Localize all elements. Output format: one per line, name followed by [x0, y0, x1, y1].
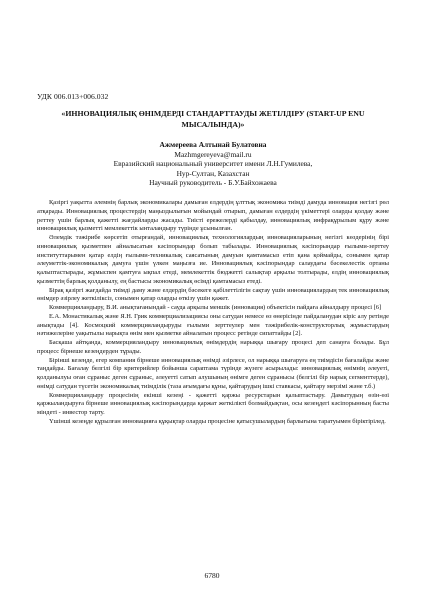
paragraph: Коммерцияландыру, В.И. анықтағанындай - сауда арқылы меншік (инновация) объектісін пайдаға айналдыру процесі [6] [49, 304, 382, 311]
author-university: Евразийский национальный университет имени Л.Н.Гумилева, [113, 159, 313, 169]
author-email: Mazhmgereyeva@mail.ru [174, 149, 252, 159]
udk-code: УДК 006.013+006.032 [37, 92, 109, 101]
article-body [37, 199, 389, 427]
author-city: Нур-Султан, Казахстан [176, 168, 250, 178]
article-title: «ИННОВАЦИЯЛЫҚ ӨНІМДЕРДІ СТАНДАРТТАУДЫ ЖЕТІЛДІРУ (START-UP ENU МЫСАЛЫНДА)» [61, 109, 365, 129]
paragraph: Коммерцияландыру процесінің екінші кезеңі - қажетті қаржы ресурстарын қалыптастыру. Дамытудың өзін-өзі қаржыландыруға бірнеше инновациялық кәсіпорындарда қаржат жеткілікті болмайдықтан, осы кезеңдегі кәсіпорынның басты міндеті - инвестор тарту. [37, 391, 389, 416]
paragraph: Бірінші кезеңде, егер компания бірнеше инновациялық өнімді әзірлесе, ол нарыққа шығаруға ең тиімдісін бағалайды және таңдайды. Бағалау белгілі бір критерийлер бойынша сараптама түрінде жүзеге асырылады: инновациялық өнімнің әлеуеті, қолданылуы оған сұраныс деген сұраныс, әлеуетті сатып алушының өнімге деген сұранысы (белгілі бір нарық сегменттерде), өнімді сатудан түсетін экономикалық тиімділік (таза ағымдағы құны, қайтарудың ішкі ставкасы, қайтару мерзімі және т.б.) [37, 356, 389, 390]
paragraph: Басқаша айтқанда, коммерцияландыру инновациялық өнімдердің нарыққа шығару процесі деп санауға болады. Бұл процесс бірнеше кезеңдерден тұрады. [37, 339, 389, 355]
paragraph: Әлемдік тәжірибе көрсетіп отырғандай, инновациялық технологиялардың инновацияларының негізгі көздерінің бірі инновациялық қызметпен айналысатын кәсіпорындар болып табылады. Инновациялық кәсіпорындар ғылыми-зерттеу институттарымен қатар елдің ғылыми-техникалық саясатының дамуын қамтамасыз етіп қана қоймайды, сонымен қатар әлеуметтік-экономикалық дамуға үшін үлкен маңызға ие. Инновациялық кәсіпорындар салаудағы бәсекелестік ортаны қалыптастырады, жұмыспен қамтуға ықпал етеді, мемлекеттік бюджетті салықтар арқылы толтырады, елдің инновациялық қызметтің барлық қолданылу, ең бастысы экономикалық өсімді қамтамасыз етеді. [37, 234, 389, 285]
page-number: 6780 [204, 571, 220, 580]
paragraph: Үшінші кезеңде құрылған инновацияға құқықтар оларды процесіне қатысушылардың барлығына таратуымен біріктірілед. [49, 417, 386, 425]
paragraph: Қазіргі уақытта әлемнің барлық экономикалары дамыған елдердің ұлттық экономика тиімді дамуда инновация негізгі рөл атқарады. Инновациялық процестердің маңыздылығын мойындай отырып, дамыған елдердің үкіметтері оларды қолдау және реттеу үшін барлық қажетті жағдайларды жасады. Тиісті ережелерді қабылдау, инновациялық инфрақұрылым құру және инновациялық қызметті мемлекеттік ынталандыру түрінде ұсынылған. [37, 199, 389, 233]
paragraph: Е.А. Монастикалық және Я.Н. Грик коммерциализациясы оны сатудан немесе өз өнерісінде пайдаланудан кіріс алу ретінде анықтады [4]. Космоцкий коммерцияландыруды ғылыми зерттеулер мен тәжірибелік-конструкторлық жұмыстардың нәтижелеріне уақытылы нарықта өнім мен қызметке айналатын процесс ретінде сипаттайды [2]. [37, 312, 389, 338]
scientific-supervisor: Научный руководитель - Б.У.Байхожаева [149, 178, 277, 188]
author-name: Ажмереева Алтынай Булатовна [159, 140, 267, 149]
author-block [52, 140, 374, 188]
paragraph: Бірақ қазіргі жағдайда тиімді даму және елдердің бәсекеге қабілеттілігін сақтау үшін инновациялардың тек инновациялық өнімдер әзірлеу жеткіліксіз, сонымен қатар оларды өткізу үшін қажет. [37, 286, 389, 303]
